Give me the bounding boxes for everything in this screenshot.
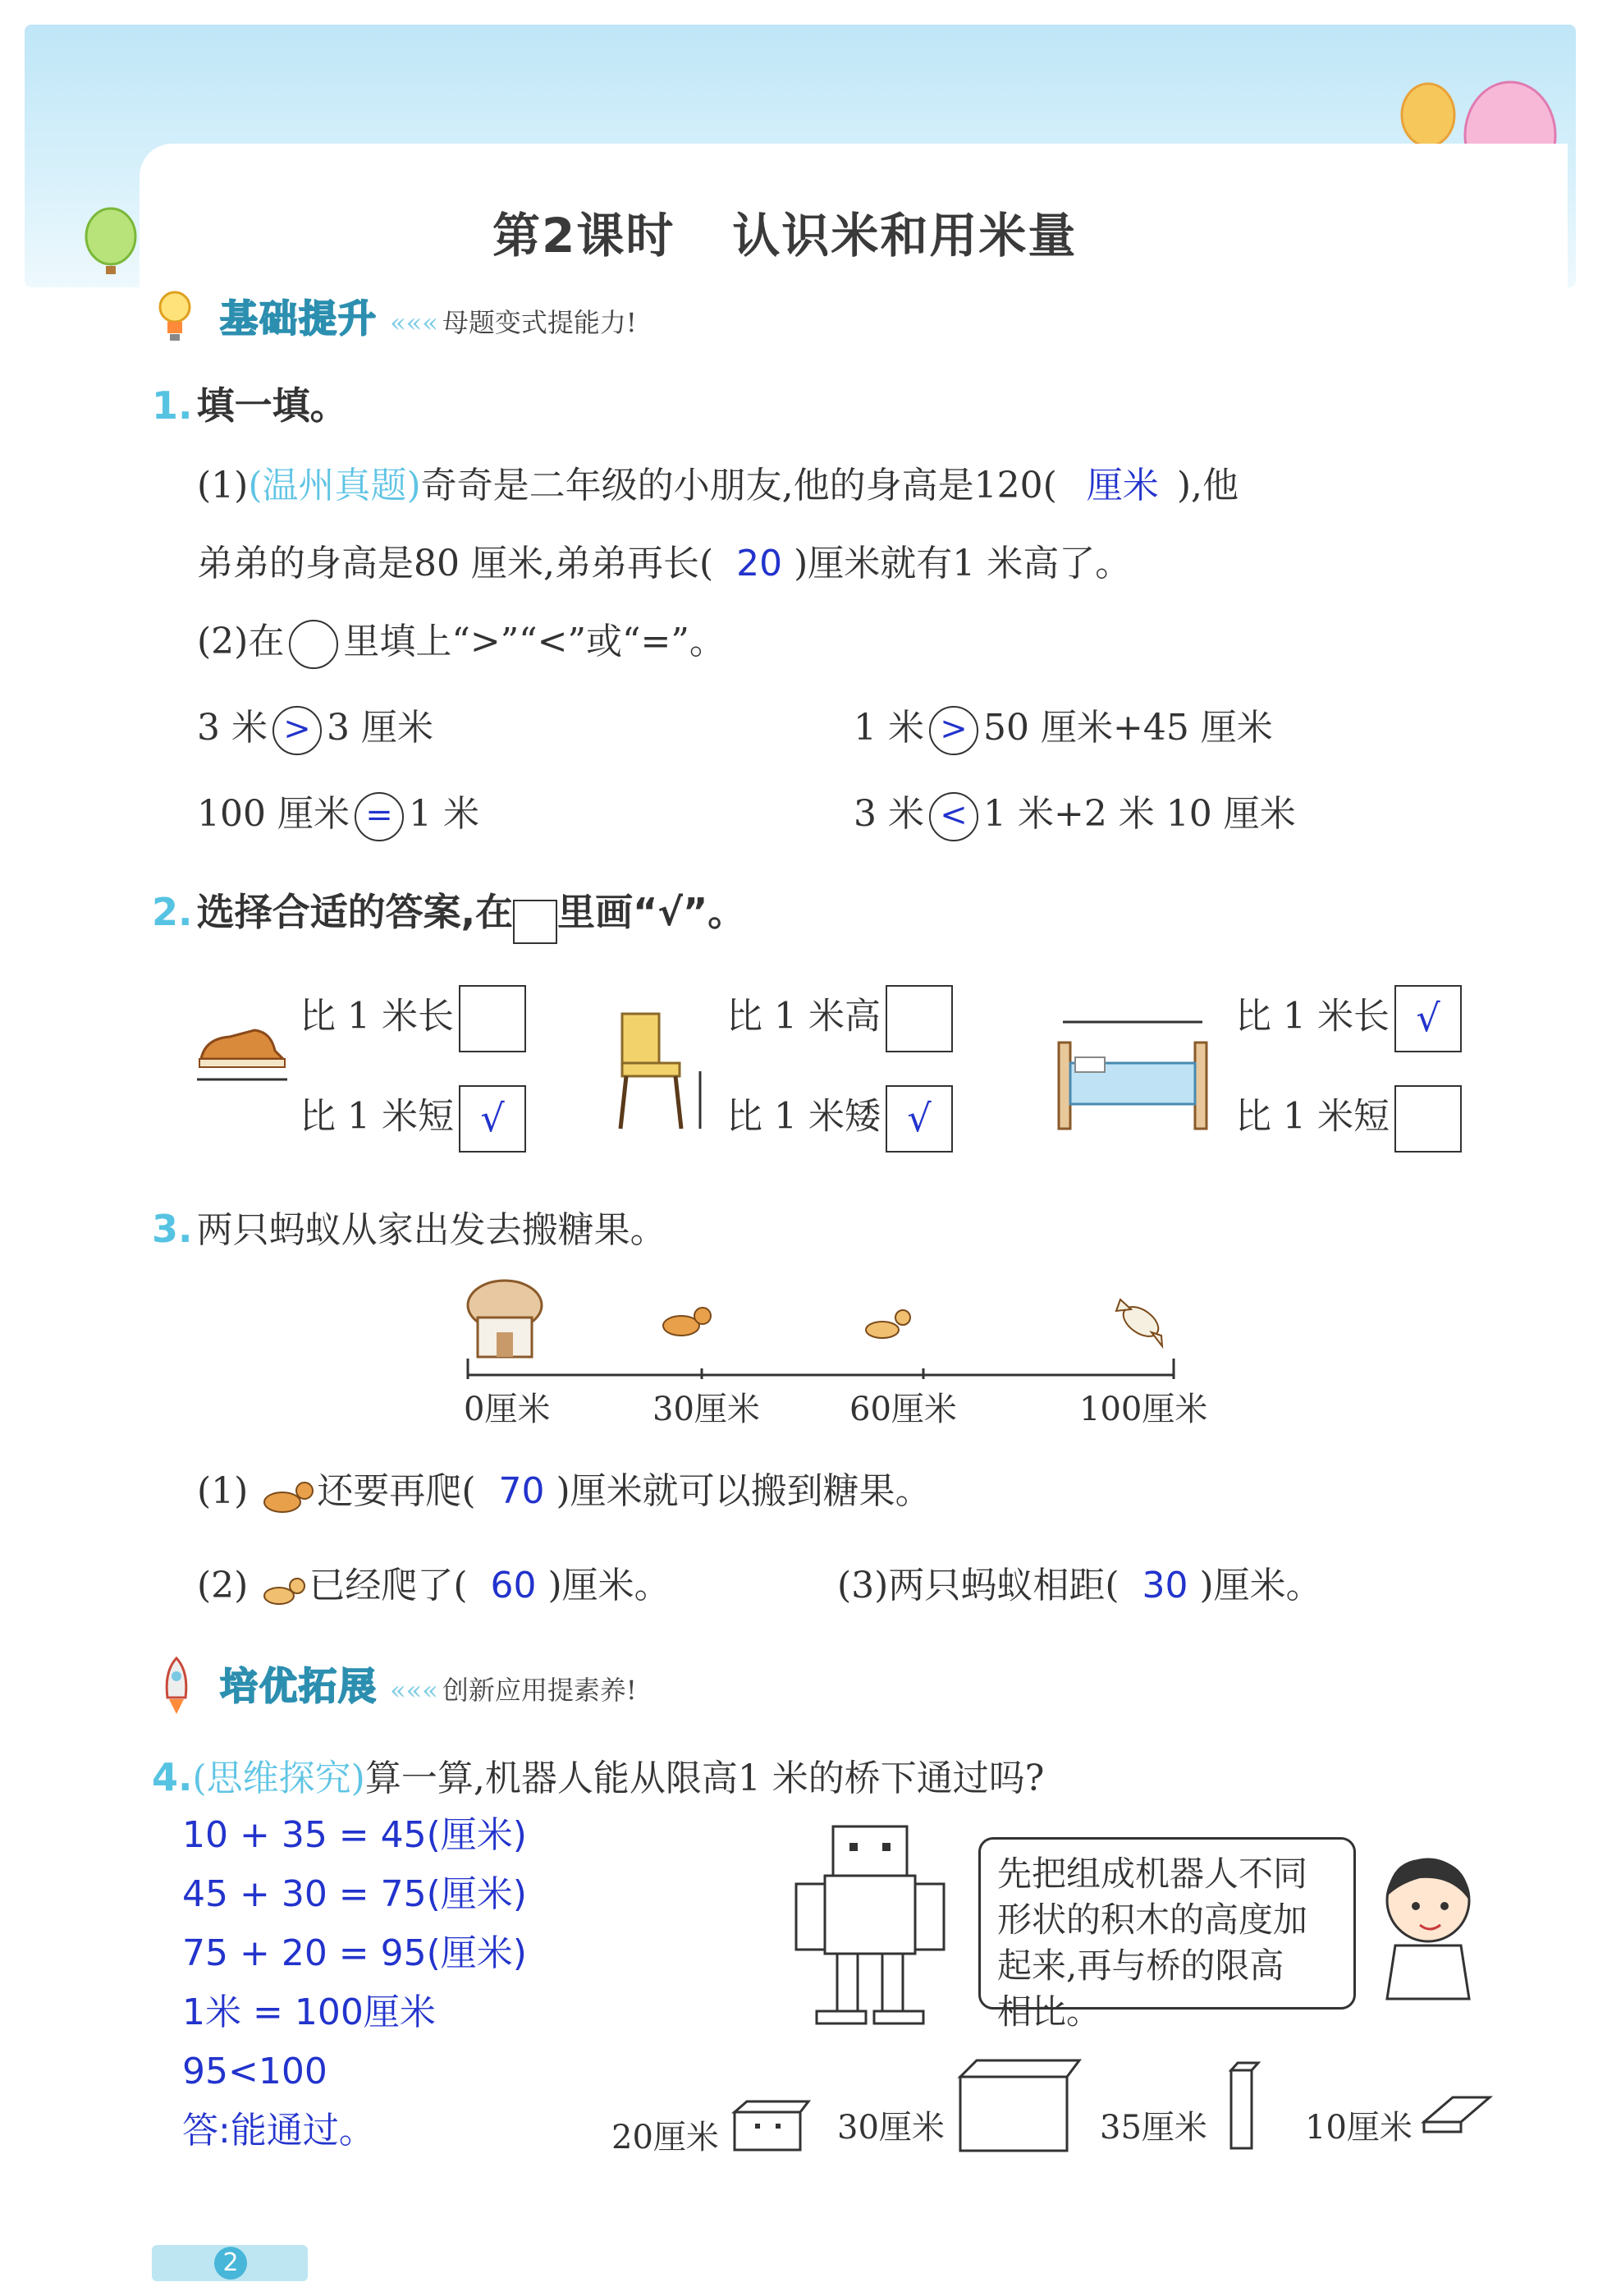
compare-3-left: 100 厘米 xyxy=(197,793,350,835)
lesson-number: 第2课时 xyxy=(492,208,675,264)
question-2-text-b: 里画“√”。 xyxy=(557,890,746,934)
q2-item-1-opt1-label: 比 1 米长 xyxy=(300,995,454,1038)
compare-2-left: 1 米 xyxy=(854,707,924,749)
chevrons-icon: ««« xyxy=(390,1675,438,1706)
q1-part1-line2-a: 弟弟的身高是80 厘米,弟弟再长( xyxy=(197,543,714,584)
q2-item-1-opt2-label: 比 1 米短 xyxy=(300,1095,454,1138)
block-4-icon xyxy=(1420,2089,1494,2138)
compare-1-left: 3 米 xyxy=(197,707,268,749)
compare-1 xyxy=(197,698,433,755)
block-2-icon xyxy=(952,2056,1083,2155)
q2-item-3-opt2 xyxy=(1235,1085,1462,1153)
q1-answer-unit: 厘米 xyxy=(1086,465,1159,506)
q4-work-line: 10 + 35 = 45(厘米) xyxy=(182,1814,527,1856)
q1-part2-instruction xyxy=(197,612,726,669)
compare-2 xyxy=(854,698,1273,755)
q1-answer-length: 20 xyxy=(736,543,783,584)
q3-part1 xyxy=(197,1461,932,1519)
question-3-title xyxy=(152,1200,666,1253)
block-4-height: 10厘米 xyxy=(1305,2109,1413,2147)
q3-answer-2: 60 xyxy=(490,1565,537,1606)
q1-part1-line1 xyxy=(197,456,1239,508)
q3-part2 xyxy=(197,1556,671,1609)
q4-work-line: 95<100 xyxy=(182,2051,327,2092)
q3-part2-text-b: )厘米。 xyxy=(547,1565,671,1606)
q2-item-1-opt2-box[interactable]: √ xyxy=(459,1085,526,1153)
question-3-number: 3. xyxy=(152,1207,193,1251)
page-title xyxy=(492,197,1077,266)
q3-part3-text-b: )厘米。 xyxy=(1199,1565,1322,1606)
section-extend-header xyxy=(220,1657,637,1711)
question-1-title xyxy=(152,376,348,430)
block-2-height: 30厘米 xyxy=(837,2109,945,2147)
q4-work-line: 45 + 30 = 75(厘米) xyxy=(182,1873,527,1915)
ruler-label-30: 30厘米 xyxy=(652,1391,760,1428)
lesson-name: 认识米和用米量 xyxy=(732,208,1078,264)
block-3-icon xyxy=(1223,2060,1264,2151)
circle-blank-icon xyxy=(289,620,338,669)
block-1-icon xyxy=(730,2097,813,2155)
hint-line: 先把组成机器人不同 xyxy=(997,1854,1308,1894)
q1-part2-text-b: 里填上“>”“<”或“=”。 xyxy=(343,621,726,662)
q3-part3-text-a: (3)两只蚂蚁相距( xyxy=(837,1565,1120,1606)
compare-3-op: = xyxy=(355,792,404,841)
section-basic-title: 基础提升 xyxy=(220,296,378,341)
q2-item-2-opt1-box[interactable] xyxy=(886,985,953,1052)
question-2-number: 2. xyxy=(152,890,193,934)
ant-icon xyxy=(259,1568,309,1609)
q4-work xyxy=(182,1806,527,2161)
q2-item-2-opt2 xyxy=(726,1085,953,1153)
question-1-text: 填一填。 xyxy=(196,383,348,428)
q2-item-2-opt1-label: 比 1 米高 xyxy=(726,995,881,1038)
rocket-icon xyxy=(158,1657,195,1716)
q2-item-1-opt1 xyxy=(300,985,526,1052)
compare-4-op: < xyxy=(929,792,978,841)
hint-speech-bubble xyxy=(978,1837,1356,2032)
q1-part2-text-a: (2)在 xyxy=(197,621,285,662)
lightbulb-icon xyxy=(156,289,194,345)
q3-part2-prefix: (2) xyxy=(197,1565,249,1606)
section-basic-header xyxy=(220,289,637,343)
question-3-text: 两只蚂蚁从家出发去搬糖果。 xyxy=(196,1209,666,1251)
q1-part1-text-b: ),他 xyxy=(1176,465,1239,506)
ruler-label-100: 100厘米 xyxy=(1079,1391,1208,1428)
ruler-label-60: 60厘米 xyxy=(849,1391,957,1428)
question-2-text-a: 选择合适的答案,在 xyxy=(196,890,514,934)
q2-item-2-opt2-box[interactable]: √ xyxy=(886,1085,953,1153)
q2-item-3-opt2-box[interactable] xyxy=(1394,1085,1462,1153)
girl-avatar-icon xyxy=(1371,1847,1477,2003)
question-1-number: 1. xyxy=(152,383,193,428)
q2-item-2-opt2-label: 比 1 米矮 xyxy=(726,1095,881,1138)
q3-part1-prefix: (1) xyxy=(197,1470,249,1512)
section-basic-subtitle: 母题变式提能力! xyxy=(442,307,637,338)
compare-1-op: > xyxy=(272,706,322,755)
q2-item-2-opt1 xyxy=(726,985,953,1052)
hint-line: 形状的积木的高度加 xyxy=(997,1900,1308,1940)
square-blank-icon xyxy=(513,900,557,944)
q4-work-line: 1米 = 100厘米 xyxy=(182,1991,436,2033)
q3-part1-text-a: 还要再爬( xyxy=(317,1470,476,1512)
compare-2-right: 50 厘米+45 厘米 xyxy=(982,707,1273,749)
chevrons-icon: ««« xyxy=(390,307,438,338)
balloon-icon xyxy=(78,205,144,279)
q2-item-1-opt2 xyxy=(300,1085,526,1153)
chair-icon xyxy=(606,1010,712,1133)
q1-part1-tag: (温州真题) xyxy=(248,465,421,506)
q2-item-1-opt1-box[interactable] xyxy=(459,985,526,1052)
page-number: 2 xyxy=(214,2247,247,2280)
q4-work-line: 75 + 20 = 95(厘米) xyxy=(182,1932,527,1974)
shoe-icon xyxy=(193,1014,291,1088)
compare-3-right: 1 米 xyxy=(408,793,479,835)
section-extend-subtitle: 创新应用提素养! xyxy=(442,1675,637,1706)
q2-item-3-opt1-label: 比 1 米长 xyxy=(1235,995,1390,1038)
q3-part3 xyxy=(837,1556,1322,1608)
question-4-title xyxy=(152,1748,1044,1801)
bed-icon xyxy=(1051,1010,1215,1133)
compare-1-right: 3 厘米 xyxy=(326,707,433,749)
compare-4 xyxy=(854,784,1296,841)
q2-item-3-opt1 xyxy=(1235,985,1462,1052)
question-2-title xyxy=(152,882,745,944)
q1-part1-line2 xyxy=(197,534,1131,586)
q1-part1-text-a: 奇奇是二年级的小朋友,他的身高是120( xyxy=(420,465,1057,506)
ruler-label-0: 0厘米 xyxy=(464,1391,551,1428)
block-1-height: 20厘米 xyxy=(611,2119,719,2156)
hint-line: 相比。 xyxy=(997,1991,1101,2032)
robot-icon xyxy=(788,1822,952,2028)
q3-part1-text-b: )厘米就可以搬到糖果。 xyxy=(556,1470,932,1512)
ant-icon xyxy=(259,1469,317,1519)
q2-item-3-opt2-label: 比 1 米短 xyxy=(1235,1095,1390,1138)
distance-ruler xyxy=(460,1276,1198,1383)
page-number-badge xyxy=(152,2245,308,2281)
q3-answer-1: 70 xyxy=(498,1470,545,1512)
question-4-tag: (思维探究) xyxy=(192,1758,365,1799)
q3-part2-text-a: 已经爬了( xyxy=(309,1565,468,1606)
question-4-number: 4. xyxy=(152,1755,193,1799)
question-4-text: 算一算,机器人能从限高1 米的桥下通过吗? xyxy=(364,1758,1045,1799)
q1-part1-prefix: (1) xyxy=(197,465,249,506)
q3-answer-3: 30 xyxy=(1142,1565,1188,1606)
q1-part1-line2-b: )厘米就有1 米高了。 xyxy=(794,543,1132,584)
compare-4-left: 3 米 xyxy=(854,793,924,835)
q4-work-line: 答:能通过。 xyxy=(182,2110,375,2152)
compare-3 xyxy=(197,784,479,841)
block-3-height: 35厘米 xyxy=(1100,2109,1207,2147)
compare-2-op: > xyxy=(929,706,978,755)
hint-line: 起来,再与桥的限高 xyxy=(997,1945,1284,1986)
section-extend-title: 培优拓展 xyxy=(220,1664,378,1708)
q2-item-3-opt1-box[interactable]: √ xyxy=(1394,985,1462,1052)
compare-4-right: 1 米+2 米 10 厘米 xyxy=(982,793,1296,835)
